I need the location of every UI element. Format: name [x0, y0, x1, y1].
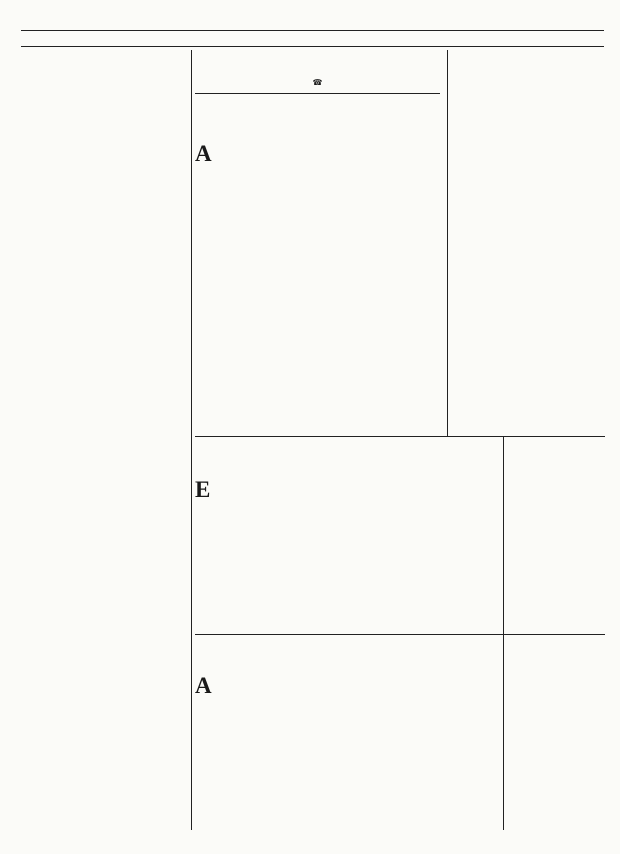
letter-body	[452, 88, 604, 324]
letter-body-left	[195, 479, 316, 621]
letter-body	[24, 384, 186, 800]
contact-rule	[195, 93, 440, 94]
contact-phone	[195, 78, 440, 87]
letter-body-mid	[320, 479, 442, 621]
column-divider-right	[447, 50, 448, 436]
telephone-icon: ☎	[312, 78, 323, 87]
column-divider-left	[191, 50, 192, 830]
letter-body-left	[195, 675, 316, 823]
drop-cap: A	[195, 675, 212, 698]
letter-body-right	[320, 143, 442, 401]
article-divider	[195, 436, 605, 437]
letter-body	[24, 88, 186, 333]
drop-cap: A	[195, 143, 212, 166]
drop-cap: E	[195, 479, 211, 502]
conclusion-body-col3-displayed	[446, 479, 568, 621]
column-divider-right-lower	[503, 436, 504, 830]
letter-body-left	[195, 143, 316, 428]
article-divider	[195, 634, 605, 635]
header-rule-top	[21, 30, 604, 31]
letter-body-mid	[320, 675, 442, 823]
header-rule-bottom	[21, 46, 604, 47]
